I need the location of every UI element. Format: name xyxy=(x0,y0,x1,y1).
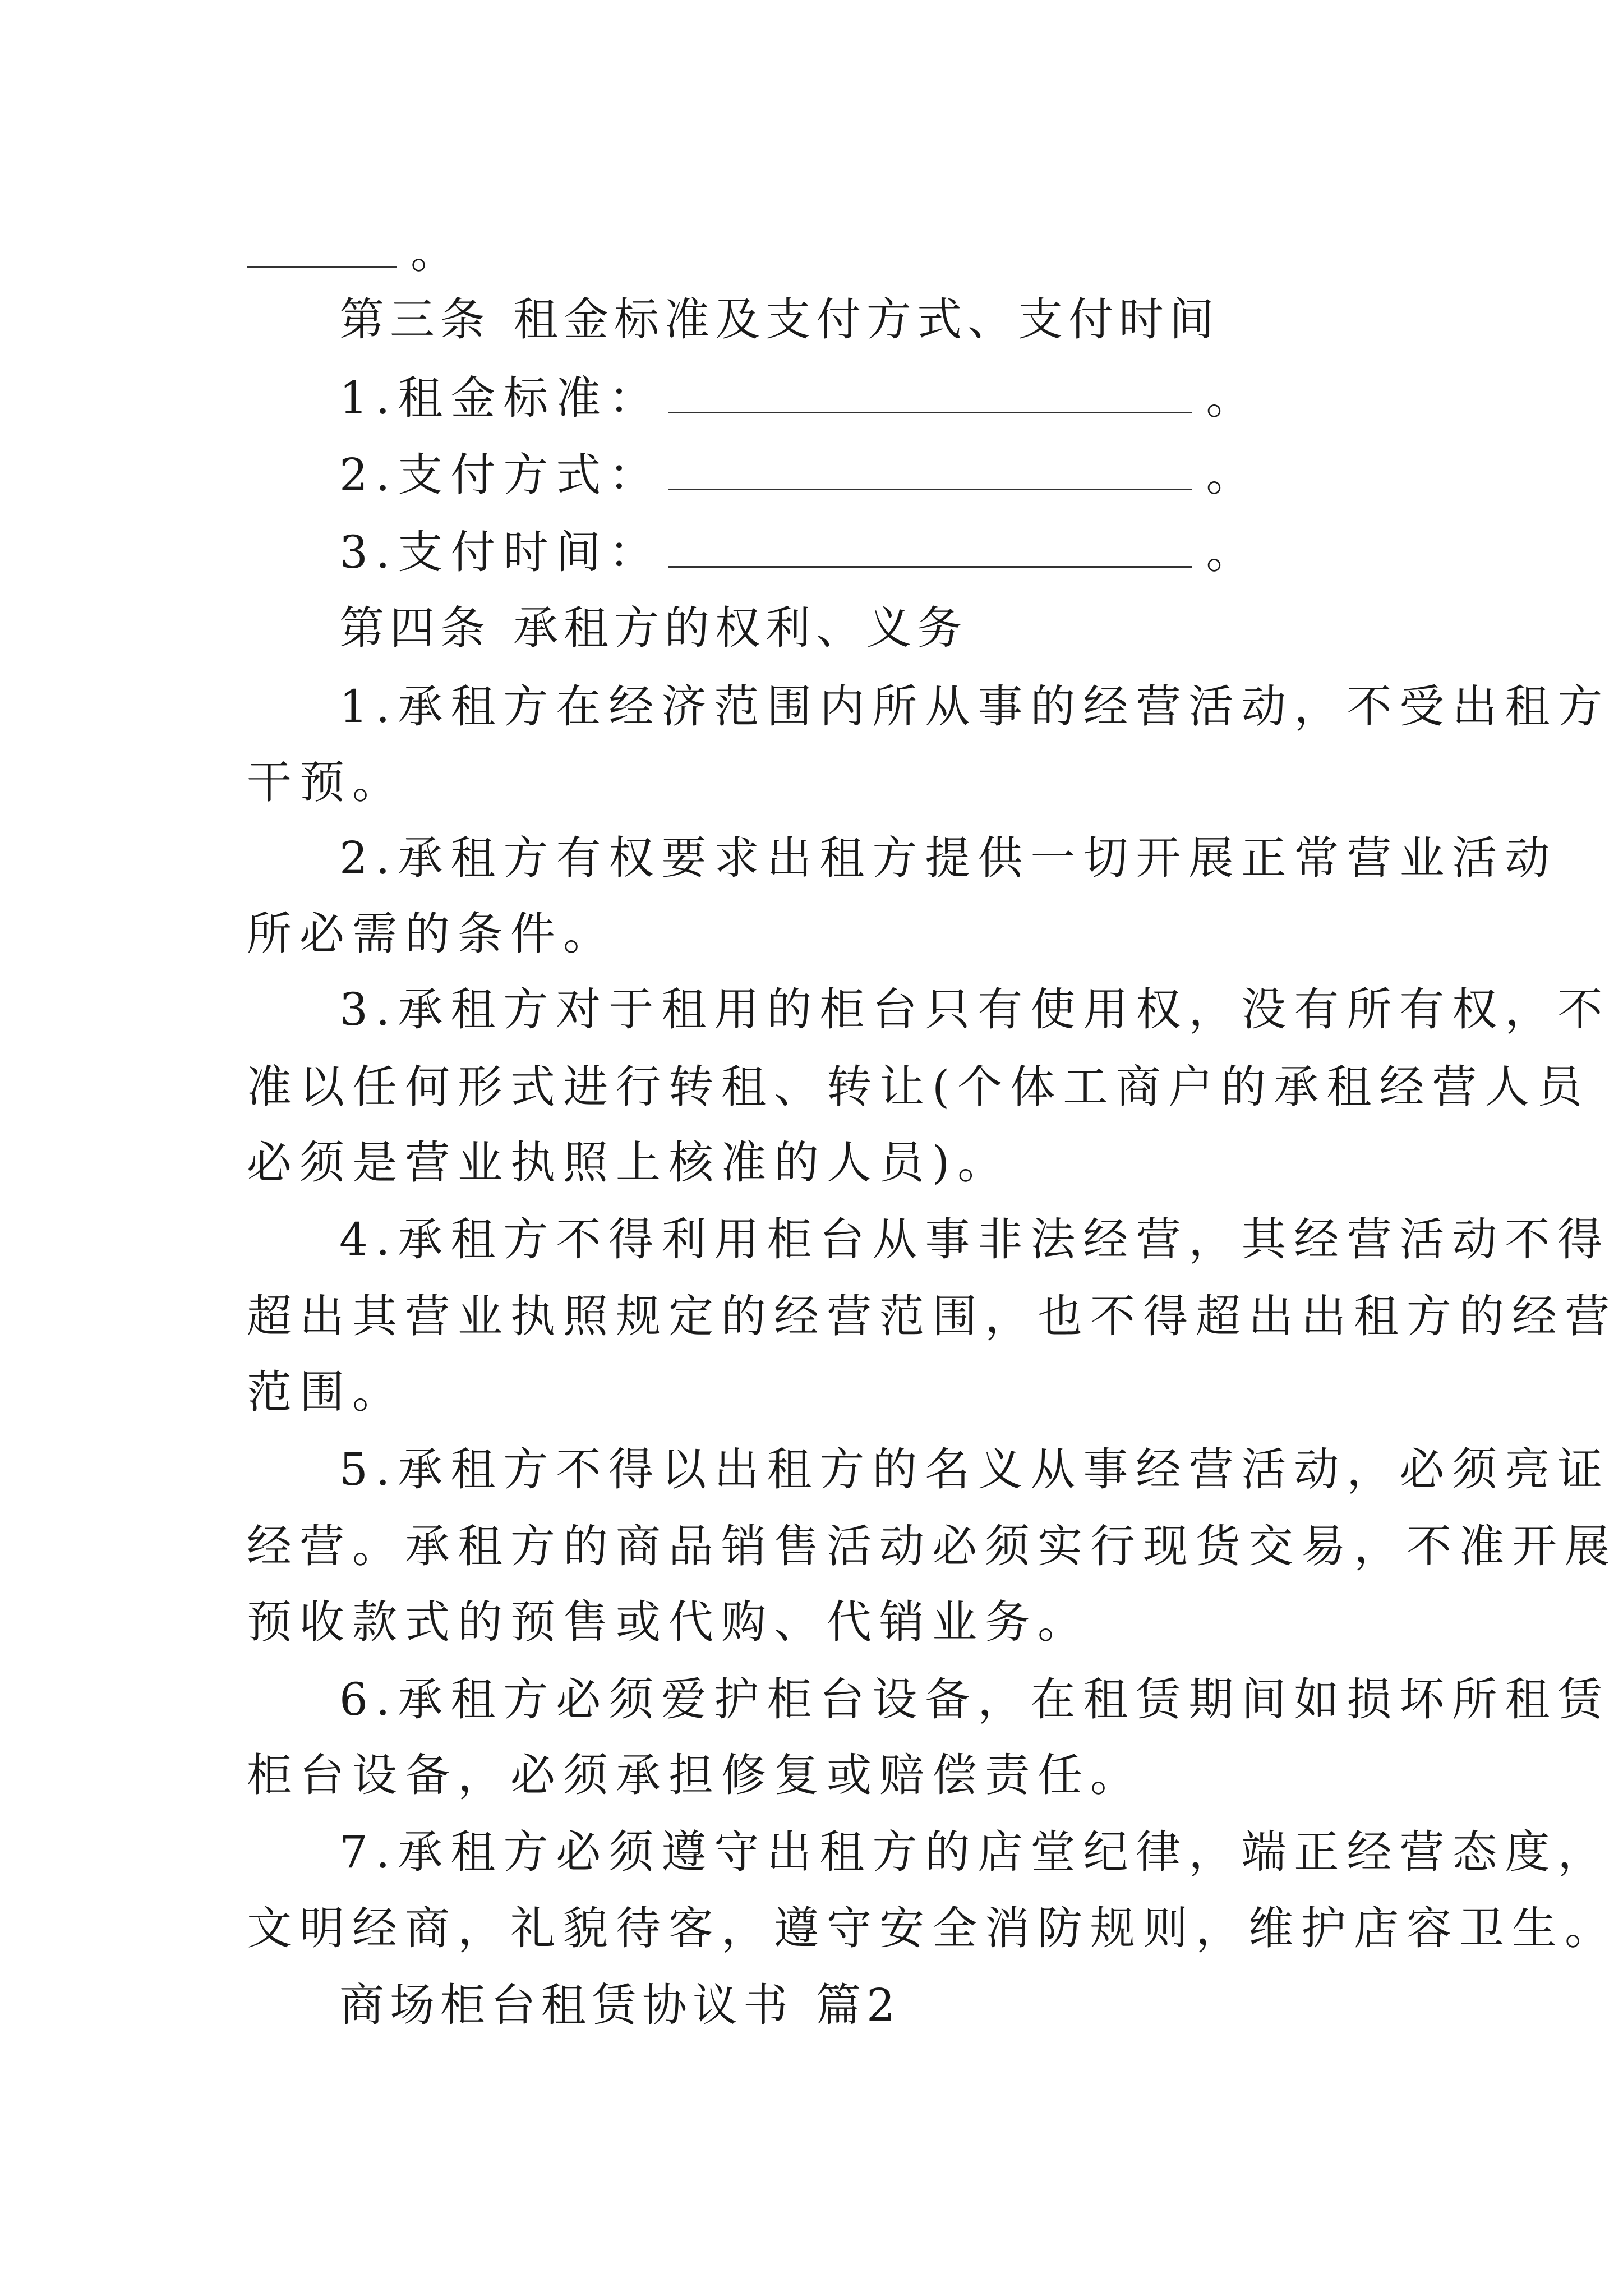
agreement-part-heading xyxy=(339,1977,1483,2033)
agreement-title: 商场柜台租赁协议书 xyxy=(339,1979,794,2031)
rent-standard-label: 1.租金标准： xyxy=(339,372,662,424)
payment-time-label: 3.支付时间： xyxy=(339,526,662,578)
payment-method-end: 。 xyxy=(1206,449,1259,501)
article-3-number: 第三条 xyxy=(339,293,491,346)
paragraph-5-line-2: 经营。承租方的商品销售活动必须实行现货交易，不准开展 xyxy=(247,1520,1617,1572)
rent-standard-item xyxy=(339,370,1483,426)
paragraph-4-line-2: 超出其营业执照规定的经营范围，也不得超出出租方的经营 xyxy=(247,1290,1617,1342)
payment-method-item xyxy=(339,447,1483,503)
paragraph-6-line-2: 柜台设备，必须承担修复或赔偿责任。 xyxy=(247,1749,1143,1801)
payment-method-blank xyxy=(668,454,1192,490)
article-3-heading xyxy=(339,292,1483,348)
paragraph-1-line-1: 1.承租方在经济范围内所从事的经营活动，不受出租方 xyxy=(339,680,1611,733)
paragraph-5-line-1: 5.承租方不得以出租方的名义从事经营活动，必须亮证 xyxy=(339,1443,1611,1496)
payment-time-item xyxy=(339,524,1483,581)
paragraph-7-line-1: 7.承租方必须遵守出租方的店堂纪律，端正经营态度， xyxy=(339,1826,1611,1878)
paragraph-2-line-2: 所必需的条件。 xyxy=(247,908,616,960)
rent-standard-blank xyxy=(668,377,1192,413)
payment-method-label: 2.支付方式： xyxy=(339,449,662,501)
paragraph-3-line-3: 必须是营业执照上核准的人员)。 xyxy=(247,1137,1011,1189)
paragraph-5-line-3: 预收款式的预售或代购、代销业务。 xyxy=(247,1596,1090,1648)
paragraph-2-line-1: 2.承租方有权要求出租方提供一切开展正常营业活动 xyxy=(339,832,1558,884)
paragraph-1-line-2: 干预。 xyxy=(247,756,405,808)
article-4-title: 承租方的权利、义务 xyxy=(513,602,967,654)
paragraph-6-line-1: 6.承租方必须爱护柜台设备，在租赁期间如损坏所租赁 xyxy=(339,1673,1611,1726)
agreement-part-label: 篇2 xyxy=(816,1979,901,2031)
paragraph-4-line-3: 范围。 xyxy=(247,1366,405,1418)
fill-in-blank xyxy=(247,231,397,268)
continuation-line xyxy=(247,224,1391,280)
payment-time-end: 。 xyxy=(1206,526,1259,578)
article-4-heading xyxy=(339,600,1483,656)
article-3-title: 租金标准及支付方式、支付时间 xyxy=(513,293,1220,346)
rent-standard-end: 。 xyxy=(1206,372,1259,424)
paragraph-3-line-1: 3.承租方对于租用的柜台只有使用权，没有所有权，不 xyxy=(339,983,1611,1036)
paragraph-4-line-1: 4.承租方不得利用柜台从事非法经营，其经营活动不得 xyxy=(339,1213,1611,1266)
paragraph-7-line-2: 文明经商，礼貌待客，遵守安全消防规则，维护店容卫生。 xyxy=(247,1902,1617,1954)
article-4-number: 第四条 xyxy=(339,602,491,654)
line-end-mark: 。 xyxy=(411,226,463,278)
paragraph-3-line-2: 准以任何形式进行转租、转让(个体工商户的承租经营人员 xyxy=(247,1061,1590,1113)
payment-time-blank xyxy=(668,531,1192,568)
